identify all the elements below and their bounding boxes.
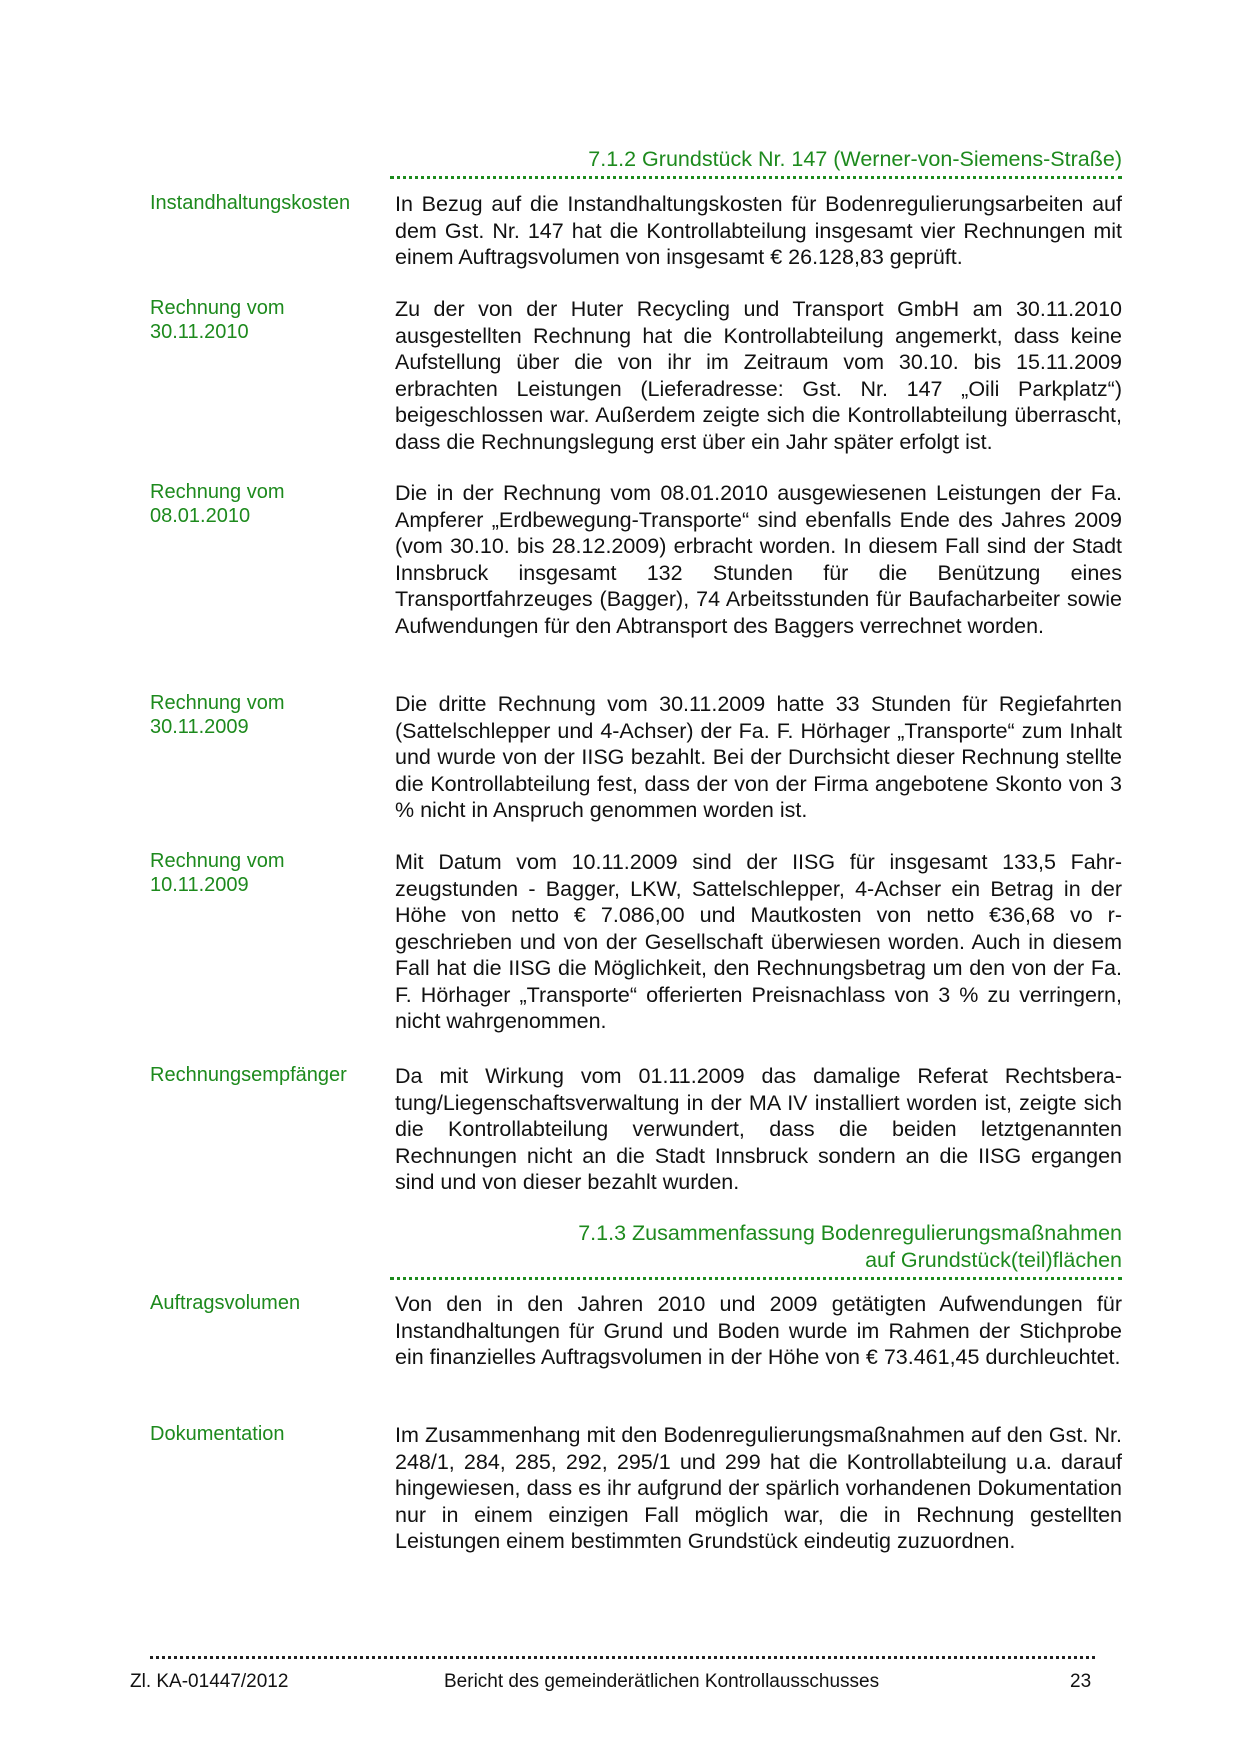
paragraph-rechnung-10-11-2009: Mit Datum vom 10.11.2009 sind der IISG für insgesamt 133,5 Fahrzeugstunden - Bagger, LKW, Sattelschlepper, 4-Achser ein Betrag in der Höhe von netto € 7.086,00 und Mautkosten von netto €36,68 vo r-geschrieben und von der Gesellschaft überwiesen worden. Auch in diesem Fall hat die IISG die Möglichkeit, den Rechnungsbetrag um den von der Fa. F. Hörhager „Transporte“ offerierten Preisnachlass von 3 % zu verringern, nicht wahrgenommen.	[395, 850, 1122, 1033]
margin-label-line: Rechnung vom	[150, 850, 285, 872]
margin-label-line: Dokumentation	[150, 1423, 285, 1445]
margin-label-rechnung-30-11-2010	[150, 296, 380, 344]
paragraph-instandhaltungskosten: In Bezug auf die Instandhaltungskosten für Bodenregulierungsarbeiten auf dem Gst. Nr. 147 hat die Kontrollabteilung insgesamt vier Rechnungen mit einem Auftragsvolumen von insgesamt € 26.128,83 geprüft.	[395, 192, 1122, 269]
section-heading-7-1-3	[390, 1220, 1122, 1274]
margin-label-date: 10.11.2009	[150, 874, 249, 896]
margin-label-line: Rechnungsempfänger	[150, 1064, 347, 1086]
page-number: 23	[1070, 1671, 1092, 1692]
margin-label-dokumentation	[150, 1422, 380, 1446]
margin-label-instandhaltungskosten	[150, 191, 380, 215]
margin-label-rechnung-10-11-2009	[150, 849, 380, 897]
margin-label-line: Rechnung vom	[150, 692, 285, 714]
paragraph-dokumentation: Im Zusammenhang mit den Bodenregulierungsmaßnahmen auf den Gst. Nr. 248/1, 284, 285, 292, 295/1 und 299 hat die Kontrollabteilung u.a. darauf hingewiesen, dass es ihr aufgrund der spärlich vorhandenen Dokumentation nur in einem einzigen Fall möglich war, die in Rechnung gestellten Leistungen einem bestimmten Grundstück eindeutig zuzuordnen.	[395, 1423, 1122, 1553]
footer-divider	[150, 1656, 1095, 1659]
paragraph-rechnungsempfaenger: Da mit Wirkung vom 01.11.2009 das damalige Referat Rechtsberatung/Liegenschaftsverwaltung in der MA IV installiert worden ist, zeigte sich die Kontrollabteilung verwundert, dass die beiden letztgenannten Rechnungen nicht an die Stadt Innsbruck sondern an die IISG ergangen sind und von dieser bezahlt wurden.	[395, 1064, 1122, 1194]
section-heading-line: 7.1.3 Zusammenfassung Bodenregulierungsmaßnahmen	[578, 1221, 1122, 1245]
heading-divider	[390, 176, 1122, 179]
margin-label-line: Auftragsvolumen	[150, 1292, 301, 1314]
paragraph-auftragsvolumen: Von den in den Jahren 2010 und 2009 getätigten Aufwendungen für Instandhaltungen für Grund und Boden wurde im Rahmen der Stichprobe ein finanzielles Auftragsvolumen in der Höhe von € 73.461,45 durchleuchtet.	[395, 1292, 1122, 1369]
section-heading-7-1-2: 7.1.2 Grundstück Nr. 147 (Werner-von-Siemens-Straße)	[588, 147, 1122, 171]
margin-label-rechnung-30-11-2009	[150, 691, 380, 739]
paragraph-rechnung-30-11-2009: Die dritte Rechnung vom 30.11.2009 hatte 33 Stunden für Regiefahrten (Sattelschlepper und 4-Achser) der Fa. F. Hörhager „Transporte“ zum Inhalt und wurde von der IISG bezahlt. Bei der Durchsicht dieser Rechnung stellte die Kontrollabteilung fest, dass der von der Firma angebotene Skonto von 3 % nicht in Anspruch genommen worden ist.	[395, 692, 1122, 822]
paragraph-rechnung-30-11-2010: Zu der von der Huter Recycling und Transport GmbH am 30.11.2010 ausgestellten Rechnung hat die Kontrollabteilung angemerkt, dass keine Aufstellung über die von ihr im Zeitraum vom 30.10. bis 15.11.2009 erbrachten Leistungen (Lieferadresse: Gst. Nr. 147 „Oili Parkplatz“) beigeschlossen war. Außerdem zeigte sich die Kontrollabteilung überrascht, dass die Rechnungslegung erst über ein Jahr später erfolgt ist.	[395, 297, 1122, 454]
footer-reference: Zl. KA-01447/2012	[130, 1671, 289, 1692]
margin-label-line: Rechnung vom	[150, 481, 285, 503]
paragraph-rechnung-08-01-2010: Die in der Rechnung vom 08.01.2010 ausgewiesenen Leistungen der Fa. Ampferer „Erdbewegung-Transporte“ sind ebenfalls Ende des Jahres 2009 (vom 30.10. bis 28.12.2009) erbracht worden. In diesem Fall sind der Stadt Innsbruck insgesamt 132 Stunden für die Benützung eines Transportfahrzeuges (Bagger), 74 Arbeitsstunden für Baufacharbeiter sowie Aufwendungen für den Abtransport des Baggers verrechnet worden.	[395, 481, 1122, 638]
margin-label-line: Instandhaltungskosten	[150, 192, 351, 214]
margin-label-date: 08.01.2010	[150, 505, 251, 527]
margin-label-rechnung-08-01-2010	[150, 480, 380, 528]
margin-label-auftragsvolumen	[150, 1291, 380, 1315]
heading-divider	[390, 1277, 1122, 1280]
margin-label-rechnungsempfaenger	[150, 1063, 380, 1087]
margin-label-line: Rechnung vom	[150, 297, 285, 319]
margin-label-date: 30.11.2009	[150, 716, 249, 738]
margin-label-date: 30.11.2010	[150, 321, 249, 343]
section-heading-line: auf Grundstück(teil)flächen	[865, 1248, 1122, 1272]
footer-title: Bericht des gemeinderätlichen Kontrollausschusses	[444, 1671, 880, 1692]
